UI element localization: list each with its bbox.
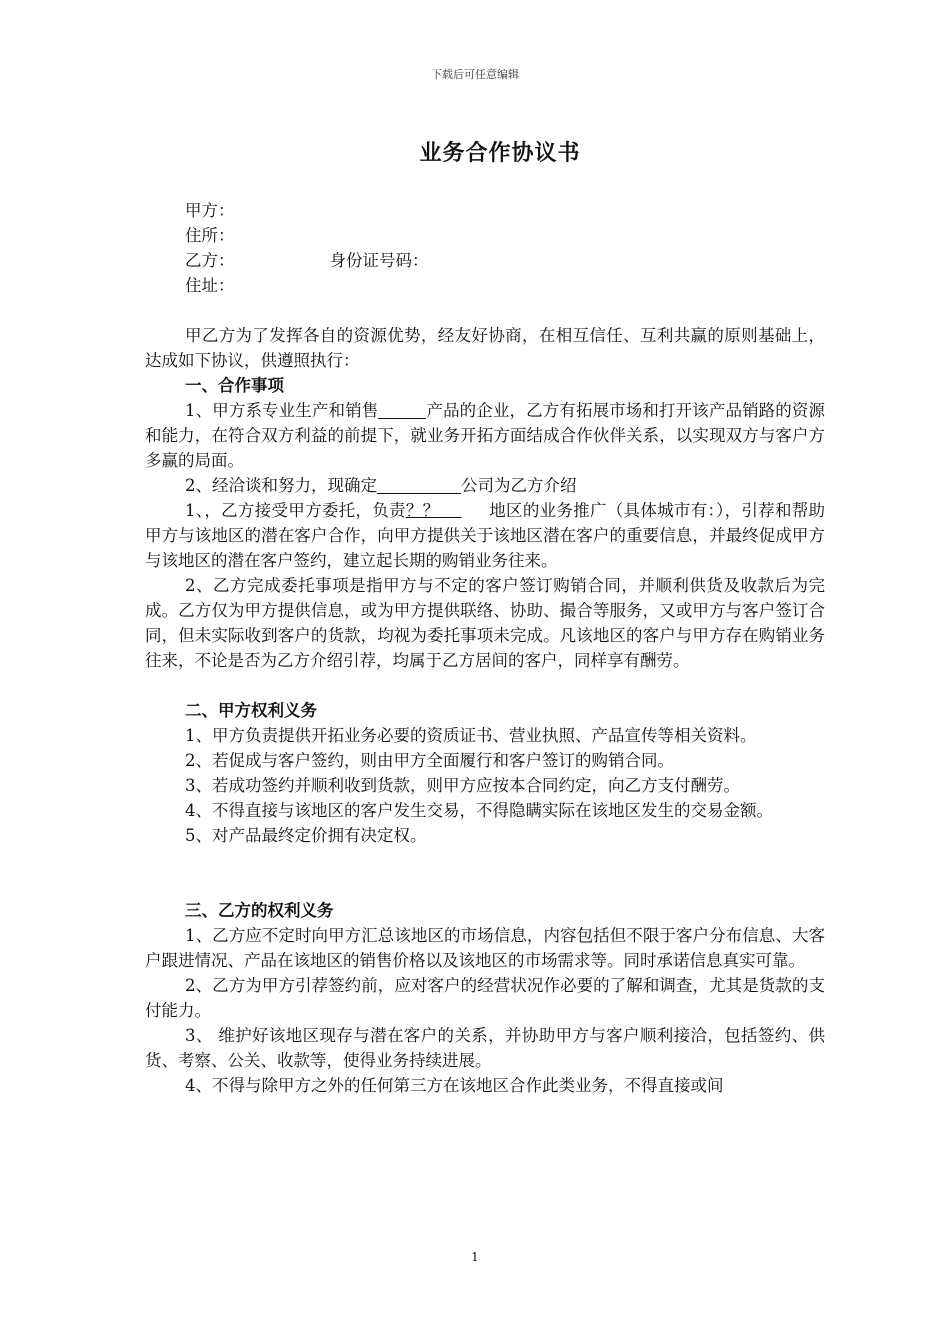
document-title: 业务合作协议书 bbox=[419, 140, 581, 166]
address-a-label: 住所： bbox=[185, 226, 235, 245]
section2-item: 5、对产品最终定价拥有决定权。 bbox=[185, 826, 427, 845]
section2-item: 1、甲方负责提供开拓业务必要的资质证书、营业执照、产品宣传等相关资料。 bbox=[185, 726, 757, 745]
section3-item: 1、乙方应不定时向甲方汇总该地区的市场信息，内容包括但不限于客户分布信息、大客户跟进情况、产品在该地区的销售价格以及该地区的市场需求等。同时承诺信息真实可靠。 bbox=[145, 926, 825, 970]
document-body bbox=[145, 198, 825, 1098]
section3-item: 4、不得与除甲方之外的任何第三方在该地区合作此类业务，不得直接或间 bbox=[185, 1076, 724, 1095]
section2-item: 2、若促成与客户签约，则由甲方全面履行和客户签订的购销合同。 bbox=[185, 751, 674, 770]
section1-heading: 一、合作事项 bbox=[185, 376, 284, 395]
section3-heading: 三、乙方的权利义务 bbox=[185, 901, 334, 920]
page-number: 1 bbox=[471, 1250, 479, 1264]
product-blank bbox=[378, 400, 426, 419]
section2-item: 4、不得直接与该地区的客户发生交易，不得隐瞒实际在该地区发生的交易金额。 bbox=[185, 801, 773, 820]
address-b-label: 住址： bbox=[185, 276, 235, 295]
section1-paragraph-3: 1、，乙方接受甲方委托，负责？？ 地区的业务推广（具体城市有：），引荐和帮助甲方与该地区的潜在客户合作，向甲方提供关于该地区潜在客户的重要信息，并最终促成甲方与该地区的潜在客户签约，建立起长期的购销业务往来。 bbox=[145, 501, 826, 570]
section2-heading: 二、甲方权利义务 bbox=[185, 701, 317, 720]
id-number-label: 身份证号码： bbox=[329, 251, 429, 270]
section1-paragraph-1: 1、甲方系专业生产和销售 产品的企业，乙方有拓展市场和打开该产品销路的资源和能力，在符合双方利益的前提下，就业务开拓方面结成合作伙伴关系，以实现双方与客户方多赢的局面。 bbox=[145, 401, 826, 470]
region-blank: ？？ bbox=[405, 501, 440, 520]
section1-paragraph-2: 2、经洽谈和努力，现确定 公司为乙方介绍 bbox=[185, 476, 577, 495]
section1-paragraph-4: 2、乙方完成委托事项是指甲方与不定的客户签订购销合同，并顺利供货及收款后为完成。乙方仅为甲方提供信息，或为甲方提供联络、协助、撮合等服务，又或甲方与客户签订合同，但未实际收到客户的货款，均视为委托事项未完成。凡该地区的客户与甲方存在购销业务往来，不论是否为乙方介绍引荐，均属于乙方居间的客户，同样享有酬劳。 bbox=[145, 576, 825, 670]
section2-item: 3、若成功签约并顺利收到货款，则甲方应按本合同约定，向乙方支付酬劳。 bbox=[185, 776, 740, 795]
intro-paragraph: 甲乙方为了发挥各自的资源优势，经友好协商，在相互信任、互利共赢的原则基础上，达成如下协议，供遵照执行： bbox=[145, 326, 825, 370]
page-header-note: 下载后可任意编辑 bbox=[431, 68, 519, 81]
party-a-label: 甲方： bbox=[185, 201, 235, 220]
party-b-line bbox=[145, 248, 825, 273]
company-blank bbox=[377, 475, 461, 494]
section3-item: 3、 维护好该地区现存与潜在客户的关系，并协助甲方与客户顺利接洽，包括签约、供货、考察、公关、收款等，使得业务持续进展。 bbox=[145, 1026, 825, 1070]
party-b-label: 乙方： bbox=[185, 251, 235, 270]
section3-item: 2、乙方为甲方引荐签约前，应对客户的经营状况作必要的了解和调查，尤其是货款的支付能力。 bbox=[145, 976, 825, 1020]
